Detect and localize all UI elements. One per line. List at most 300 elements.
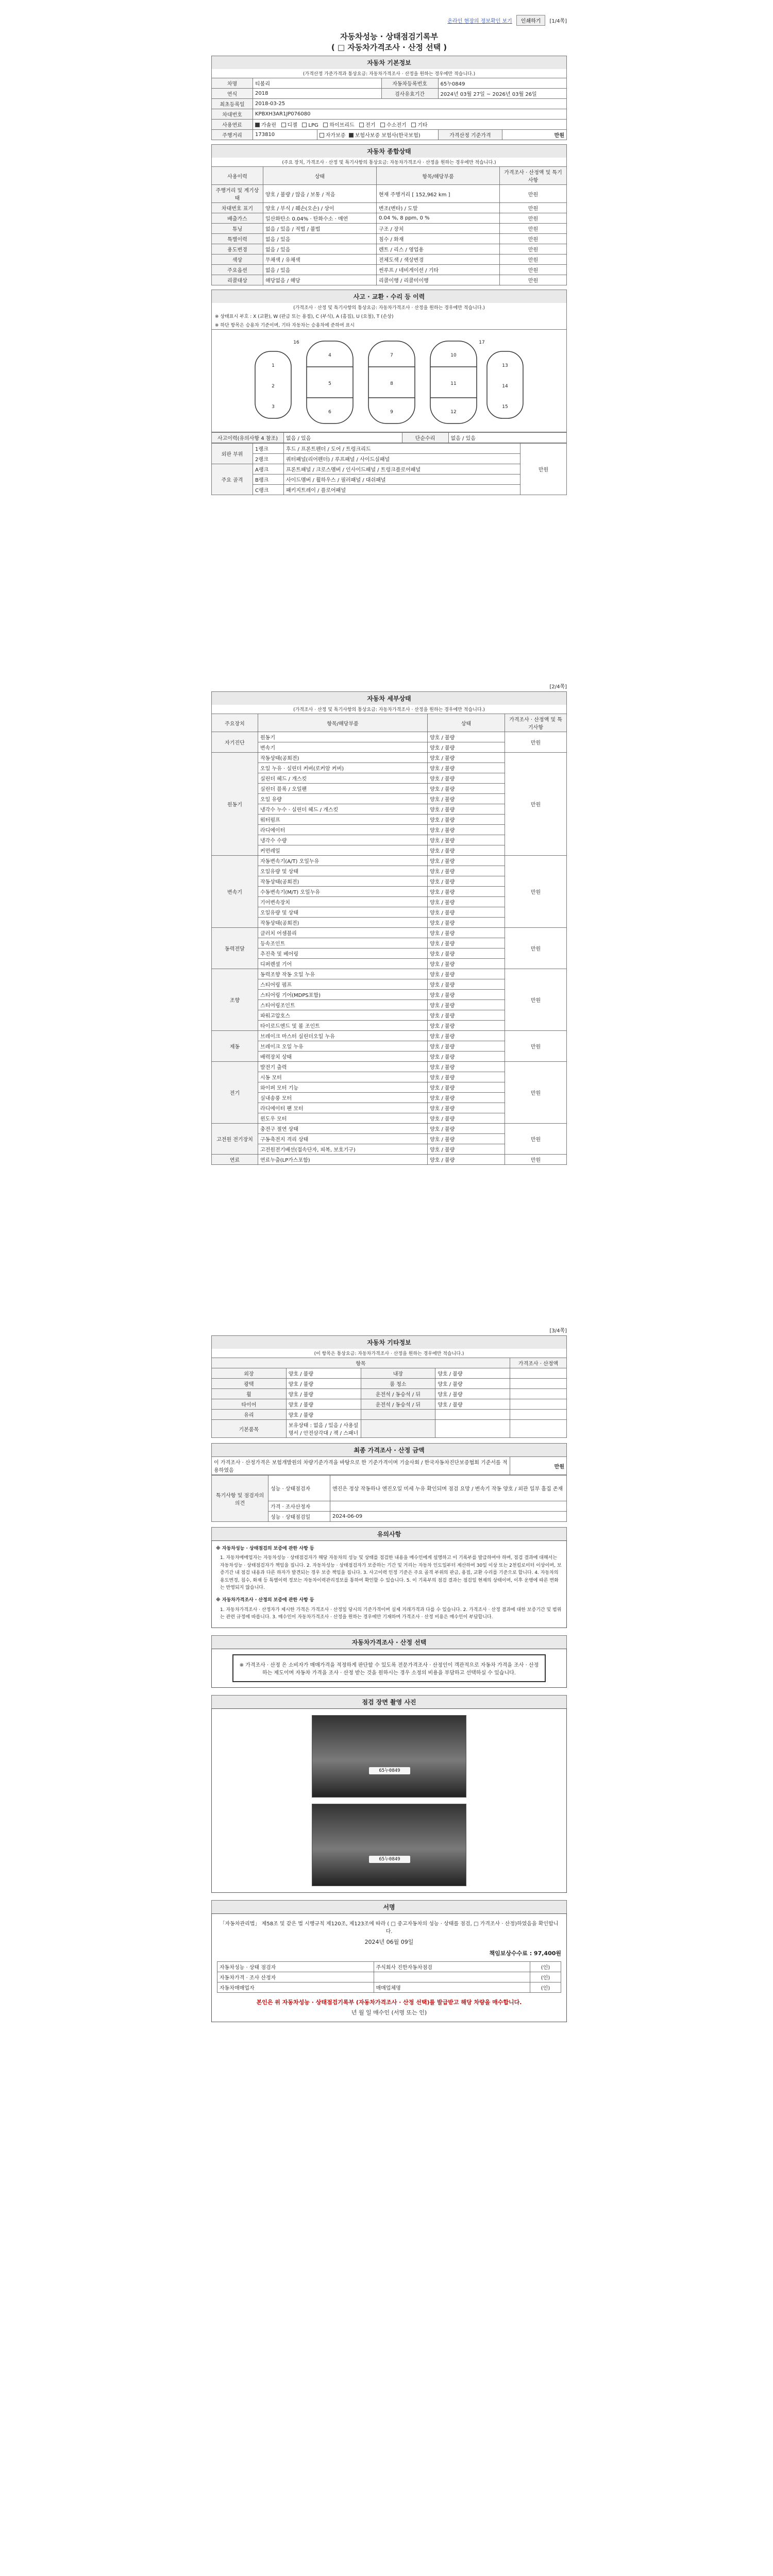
detail-item: 와이퍼 모터 기능 [258,1082,428,1093]
status-label: 색상 [212,255,263,265]
rank-table [211,443,567,495]
reg-value: 65누0849 [438,78,567,89]
signer-mark: (인) [530,1961,561,1972]
detail-item: 발전기 출력 [258,1062,428,1072]
year-value: 2018 [253,89,382,99]
status-options: 무채색 / 유채색 [263,255,377,265]
section-notice: 유의사항 [211,1527,567,1540]
notice-body: 1. 자동차매매업자는 자동차성능 · 상태점검자가 해당 자동차의 성능 및 상태를 점검한 내용을 매수인에게 설명하고 이 기록부를 발급하여야 하며, 점검 결과에 대해서는 자동차성능 · 상태점검자가 책임을 집니다. 2. 자동차성능 · 상태점검자가 보증하는 기간 및 거리는 자동차 인도일부터 계산하여 30일 이상 또는 2천킬로미터 이상이며, 보증기간 내 점검 내용과 다른 하자가 발견되는 경우 보증 책임을 집니다. 3. 사고이력 인정 기준은 주요 골격 부위의 판금, 용접, 교환 수리를 기준으로 합니다. 4. 자동차의 용도변경, 침수, 화재 등 특별이력 정보는 자동차이력관리정보를 통하여 확인할 수 있습니다. 5. 이 기록부의 점검 결과는 점검일 현재의 상태이며, 이후 운행에 따른 변화는 반영되지 않습니다. [220,1555,562,1590]
detail-group: 제동 [212,1031,258,1062]
status-row [212,244,567,255]
footer-sign-line: 년 월 일 매수인 (서명 또는 인) [351,2009,427,2016]
other-name: 광택 [212,1379,287,1389]
other-name: 유리 [212,1410,287,1420]
rank-name: A랭크 [253,464,284,474]
status-col: 항목/해당부품 [377,167,500,185]
other-name: 기본품목 [212,1420,287,1438]
status-options: 없음 / 있음 / 적법 / 불법 [263,224,377,234]
detail-status: 양호 / 불량 [428,918,505,928]
other-opts-2: 양호 / 불량 [435,1389,510,1399]
detail-item: 스티어링 펌프 [258,979,428,990]
status-label: 주요옵션 [212,265,263,275]
fuel-opt: 기타 [417,123,428,128]
section-accident-history: 사고 · 교환 · 수리 등 이력 [211,290,567,303]
car-name-value: 티볼리 [253,78,382,89]
detail-status: 양호 / 불량 [428,887,505,897]
detail-status: 양호 / 불량 [428,815,505,825]
status-detail: 리콜이행 / 리콜미이행 [377,275,500,285]
status-label: 용도변경 [212,244,263,255]
detail-status: 양호 / 불량 [428,959,505,969]
rank-parts: 프론트패널 / 크로스멤버 / 인사이드패널 / 트렁크플로어패널 [284,464,520,474]
other-table [211,1358,567,1438]
detail-unit: 만원 [505,1155,567,1165]
diagram-label: 15 [502,404,508,410]
detail-status: 양호 / 불량 [428,732,505,742]
detail-row [212,753,567,763]
document-title [211,31,567,53]
other-row [212,1389,567,1399]
detail-item: 동력조향 작동 오일 누유 [258,969,428,979]
rank-parts: 패키지트레이 / 플로어패널 [284,485,520,495]
detail-status: 양호 / 불량 [428,835,505,845]
notice-heading: ※ 자동차가격조사 · 산정의 보증에 관한 사항 등 [216,1598,314,1603]
status-label: 주행거리 및 계기상태 [212,185,263,203]
diagram-label: 8 [390,381,393,386]
special-key: 가격 · 조사산정자 [268,1501,330,1512]
vin-label: 차대번호 [212,109,253,120]
detail-item: 오일 유량 [258,794,428,804]
other-opts: 보유상태 : 없음 / 있음 / 사용설명서 / 안전삼각대 / 잭 / 스패너 [286,1420,361,1438]
period-label: 검사유효기간 [381,89,438,99]
detail-item: 오일 누유 · 실린더 커버(로커암 커버) [258,763,428,773]
accident-legend-2: ※ 하단 항목은 승용차 기준이며, 기타 자동차는 승용차에 준하여 표시 [211,320,567,329]
detail-row [212,969,567,979]
status-col: 가격조사 · 산정액 및 특기사항 [500,167,567,185]
checkbox-icon[interactable] [255,123,260,127]
detail-group: 자기진단 [212,732,258,753]
accident-note: (가격조사 · 산정 및 특기사항의 통상요금: 자동차가격조사 · 산정을 원하는 경우에만 적습니다.) [211,303,567,312]
status-unit: 만원 [500,203,567,213]
status-detail: 0.04 %, 8 ppm, 0 % [377,213,500,224]
status-col: 사용이력 [212,167,263,185]
page-number: [2/4쪽] [549,684,567,690]
other-opts-2 [435,1410,510,1420]
acc-history-value: 없음 / 있음 [284,433,402,443]
outer-label: 외판 부위 [212,444,253,464]
status-note: (주요 장치, 가격조사 · 산정 및 특기사항의 통상요금: 자동차가격조사 · 산정을 원하는 경우에만 적습니다.) [211,158,567,166]
detail-status: 양호 / 불량 [428,1072,505,1082]
detail-unit: 만원 [505,732,567,753]
reg-label: 자동차등록번호 [381,78,438,89]
special-value: 엔진은 정상 작동하나 엔진오일 미세 누유 확인되며 점검 요망 / 변속기 작동 양호 / 외관 일부 흠집 존재 [330,1476,567,1501]
other-row [212,1420,567,1438]
other-col: 항목 [212,1358,510,1368]
other-price [510,1379,567,1389]
other-opts-2: 양호 / 불량 [435,1379,510,1389]
fuel-label: 사용연료 [212,120,253,130]
other-name-2 [361,1420,435,1438]
checkbox-icon[interactable] [320,133,324,138]
detail-status: 양호 / 불량 [428,1103,505,1113]
sign-body: 「자동차관리법」 제58조 및 같은 법 시행규칙 제120조, 제123조에 따라 ( □ 중고자동차의 성능 · 상태를 점검, □ 가격조사 · 산정)하였음을 확인합니다. [220,1921,559,1935]
fee-label: 책임보상수수료 : 97,400원 [489,1950,561,1957]
sheet-page-1 [211,14,567,658]
detail-item: 구동축전지 격리 상태 [258,1134,428,1144]
detail-item: 등속조인트 [258,938,428,948]
year-label: 연식 [212,89,253,99]
detail-status: 양호 / 불량 [428,866,505,876]
detail-item: 스티어링 기어(MDPS포함) [258,990,428,1000]
detail-item: 실내송풍 모터 [258,1093,428,1103]
other-opts: 양호 / 불량 [286,1399,361,1410]
checkbox-icon[interactable] [281,123,286,127]
fuel-opt: 가솔린 [261,123,276,128]
detail-item: 자동변속기(A/T) 오일누유 [258,856,428,866]
page-number: [1/4쪽] [549,18,567,24]
status-options: 없음 / 있음 [263,234,377,244]
detail-unit: 만원 [505,1124,567,1155]
status-options: 양호 / 부식 / 훼손(오손) / 상이 [263,203,377,213]
final-price-unit: 만원 [510,1457,567,1475]
detail-item: 원동기 [258,732,428,742]
period-value: 2024년 03월 27일 ~ 2026년 03월 26일 [438,89,567,99]
diagram-label: 3 [272,404,275,410]
detail-status: 양호 / 불량 [428,1000,505,1010]
signer-rows [217,1961,561,1992]
checkbox-icon[interactable] [349,133,354,138]
detail-status: 양호 / 불량 [428,742,505,753]
detail-status: 양호 / 불량 [428,784,505,794]
status-label: 차대번호 표기 [212,203,263,213]
detail-unit: 만원 [505,969,567,1031]
detail-item: 브레이크 마스터 실린더오일 누유 [258,1031,428,1041]
other-opts: 양호 / 불량 [286,1389,361,1399]
signer-role: 자동차성능 · 상태 점검자 [217,1961,374,1972]
other-row [212,1368,567,1379]
detail-row [212,928,567,938]
accident-table [211,432,567,443]
detail-item: 배력장치 상태 [258,1052,428,1062]
accident-legend: ※ 상태표시 부호 : X (교환), W (판금 또는 용접), C (부식), A (흠집), U (요철), T (손상) [211,312,567,320]
rank-name: B랭크 [253,474,284,485]
detail-item: 실린더 블록 / 오일팬 [258,784,428,794]
diagram-label: 10 [450,353,457,358]
special-table [211,1475,567,1522]
section-other-info: 자동차 기타정보 [211,1335,567,1349]
detail-row [212,1155,567,1165]
detail-group: 원동기 [212,753,258,856]
detail-status: 양호 / 불량 [428,804,505,815]
fuel-opt: LPG [308,123,318,128]
other-opts: 양호 / 불량 [286,1410,361,1420]
status-options: 없음 / 있음 [263,244,377,255]
detail-item: 변속기 [258,742,428,753]
photo-frame [211,1708,567,1893]
fuel-opt: 디젤 [287,123,297,128]
diagram-label: 6 [328,410,331,415]
detail-item: 시동 모터 [258,1072,428,1082]
detail-item: 오일유량 및 상태 [258,866,428,876]
signer-row [217,1982,561,1992]
diagram-label: 11 [450,381,457,386]
detail-status: 양호 / 불량 [428,794,505,804]
mileage-label: 주행거리 [212,130,253,140]
license-plate: 65누0849 [369,1856,410,1863]
detail-status: 양호 / 불량 [428,753,505,763]
detail-status: 양호 / 불량 [428,969,505,979]
detail-item: 타이로드엔드 및 볼 조인트 [258,1021,428,1031]
detail-item: 수동변속기(M/T) 오일누유 [258,887,428,897]
choice-body: ※ 가격조사 · 산정 은 소비자가 매매가격을 적정하게 판단할 수 있도록 전문가격조사 · 산정인이 객관적으로 자동차 가격을 조사 · 산정하는 제도이며 자동차 가격을 조사 · 산정 받는 것을 원하시는 경우 소정의 비용을 부담하고 선택하실 수 있습니다. [232,1654,546,1682]
online-info-link[interactable]: 온라인 현장의 정보확인 보기 [447,18,512,24]
signer-row [217,1972,561,1982]
detail-status: 양호 / 불량 [428,897,505,907]
detail-status: 양호 / 불량 [428,876,505,887]
detail-status: 양호 / 불량 [428,928,505,938]
detail-item: 스티어링조인트 [258,1000,428,1010]
diagram-label: 12 [450,410,457,415]
title-line-1: 자동차성능 · 상태점검기록부 [340,32,439,41]
status-row [212,265,567,275]
other-opts-2: 양호 / 불량 [435,1368,510,1379]
special-key: 성능 · 상태점검자 [268,1476,330,1501]
acc-repair-label: 단순수리 [402,433,448,443]
detail-table [211,714,567,1165]
status-detail: 변조(변타) / 도말 [377,203,500,213]
detail-status: 양호 / 불량 [428,938,505,948]
other-name-2 [361,1410,435,1420]
detail-item: 충전구 절연 상태 [258,1124,428,1134]
special-value: 2024-06-09 [330,1512,567,1522]
signature-frame [211,1913,567,2022]
status-label: 리콜대상 [212,275,263,285]
detail-col: 가격조사 · 산정액 및 특기사항 [505,714,567,732]
signer-mark: (인) [530,1972,561,1982]
title-line-2: ( □ 자동차가격조사 · 산정 선택 ) [331,43,447,52]
warranty-opt: 보험사보증 보험사(한국보험) [355,133,421,139]
detail-item: 오일유량 및 상태 [258,907,428,918]
diagram-label: 1 [272,363,275,368]
first-reg-value: 2018-03-25 [253,99,567,109]
sign-date: 2024년 06월 09일 [364,1938,414,1945]
detail-status: 양호 / 불량 [428,1144,505,1155]
rank-parts: 사이드멤버 / 휠하우스 / 필러패널 / 대쉬패널 [284,474,520,485]
status-unit: 만원 [500,265,567,275]
section-photos: 점검 장면 촬영 사진 [211,1695,567,1708]
status-options: 일산화탄소 0.04% · 탄화수소 · 매연 [263,213,377,224]
checkbox-icon[interactable] [380,123,385,127]
signer-row [217,1961,561,1972]
detail-status: 양호 / 불량 [428,1021,505,1031]
detail-group: 연료 [212,1155,258,1165]
status-row [212,185,567,203]
status-unit: 만원 [500,255,567,265]
price-label: 가격산정 기준가격 [438,130,502,140]
detail-col: 상태 [428,714,505,732]
fuel-opt: 전기 [365,123,376,128]
detail-item: 워터펌프 [258,815,428,825]
price-unit: 만원 [502,130,567,140]
acc-history-label: 사고이력(유의사항 4 참조) [212,433,284,443]
special-key: 성능 · 상태점검일 [268,1512,330,1522]
detail-unit: 만원 [505,928,567,969]
final-price-table [211,1456,567,1475]
status-options: 없음 / 있음 [263,265,377,275]
status-label: 특별이력 [212,234,263,244]
detail-status: 양호 / 불량 [428,948,505,959]
detail-status: 양호 / 불량 [428,907,505,918]
detail-unit: 만원 [505,753,567,856]
signer-role: 자동차가격 · 조사 산정자 [217,1972,374,1982]
detail-item: 연료누출(LP가스포함) [258,1155,428,1165]
detail-rows [212,732,567,1165]
basic-info-note: (가격산정 가준가격과 통상요금: 자동차가격조사 · 산정을 원하는 경우에만 적습니다.) [211,69,567,78]
detail-status: 양호 / 불량 [428,1124,505,1134]
section-basic-info: 자동차 기본정보 [211,56,567,69]
detail-row [212,732,567,742]
detail-unit: 만원 [505,1062,567,1124]
diagram-label: 4 [328,353,331,358]
notice-body: 1. 자동차가격조사 · 산정자가 제시한 가격은 가격조사 · 산정일 당시의 기준가격이며 실제 거래가격과 다를 수 있습니다. 2. 가격조사 · 산정 결과에 대한 보증기간 및 범위는 관련 규정에 따릅니다. 3. 매수인이 자동차가격조사 · 산정을 원하는 경우에만 기재하며 가격조사 · 산정 비용은 매수인이 부담합니다. [220,1607,562,1620]
status-row [212,255,567,265]
choice-frame [211,1649,567,1688]
detail-item: 기어변속장치 [258,897,428,907]
status-table [211,166,567,285]
page-header [211,680,567,691]
fuel-opt: 수소전기 [386,123,407,128]
detail-item: 디퍼렌셜 기어 [258,959,428,969]
fuel-opt: 하이브리드 [329,123,355,128]
basic-info-table [211,78,567,140]
status-unit: 만원 [500,213,567,224]
notice-heading: ※ 자동차성능 · 상태점검의 보증에 관한 사항 등 [216,1546,314,1551]
checkbox-icon[interactable] [323,123,328,127]
detail-status: 양호 / 불량 [428,1052,505,1062]
checkbox-icon[interactable] [359,123,364,127]
other-col: 가격조사 · 산정액 [510,1358,567,1368]
status-label: 배출가스 [212,213,263,224]
status-col: 상태 [263,167,377,185]
detail-group: 전기 [212,1062,258,1124]
detail-status: 양호 / 불량 [428,1113,505,1124]
other-name-2: 내장 [361,1368,435,1379]
price-note: 이 가격조사 · 산정가격은 보험개발원의 차량기준가격을 바탕으로 한 기준가격이며 기술사회 / 한국자동차진단보증협회 기준서를 적용하였음 [212,1457,510,1475]
detail-col: 항목/해당부품 [258,714,428,732]
detail-item: 추진축 및 베어링 [258,948,428,959]
print-button[interactable]: 인쇄하기 [516,15,546,26]
detail-group: 변속기 [212,856,258,928]
detail-unit: 만원 [505,856,567,928]
status-unit: 만원 [500,275,567,285]
detail-note: (가격조사 · 산정 및 특기사항의 통상요금: 자동차가격조사 · 산정을 원하는 경우에만 적습니다.) [211,705,567,714]
status-row [212,234,567,244]
page-header [211,14,567,26]
section-final-price: 최종 가격조사 · 산정 금액 [211,1443,567,1456]
detail-item: 윈도우 모터 [258,1113,428,1124]
status-detail: 현재 주행거리 [ 152,962 km ] [377,185,500,203]
status-detail: 전체도색 / 색상변경 [377,255,500,265]
car-diagram [211,329,567,432]
license-plate: 65누0849 [369,1767,410,1774]
other-name-2: 운전석 / 동승석 / 뒤 [361,1399,435,1410]
diagram-label: 16 [293,340,299,345]
diagram-label: 2 [272,384,275,389]
signer-name [374,1972,530,1982]
warranty-opt: 자가보증 [325,133,346,139]
detail-status: 양호 / 불량 [428,1062,505,1072]
other-price [510,1368,567,1379]
status-unit: 만원 [500,234,567,244]
inspection-photo [312,1715,466,1798]
detail-col: 주요장치 [212,714,258,732]
detail-item: 커먼레일 [258,845,428,856]
status-row [212,213,567,224]
status-row [212,224,567,234]
detail-item: 브레이크 오일 누유 [258,1041,428,1052]
other-opts: 양호 / 불량 [286,1368,361,1379]
detail-status: 양호 / 불량 [428,1010,505,1021]
page-number: [3/4쪽] [549,1328,567,1334]
detail-status: 양호 / 불량 [428,1134,505,1144]
fuel-options [253,120,567,130]
status-options: 양호 / 불량 / 많음 / 보통 / 적음 [263,185,377,203]
other-opts: 양호 / 불량 [286,1379,361,1389]
signer-name: 매매업체명 [374,1982,530,1992]
status-unit: 만원 [500,244,567,255]
detail-item: 작동상태(공회전) [258,918,428,928]
detail-status: 양호 / 불량 [428,1031,505,1041]
car-outline-icon [245,336,533,429]
signer-mark: (인) [530,1982,561,1992]
detail-group: 고전원 전기장치 [212,1124,258,1155]
detail-status: 양호 / 불량 [428,1082,505,1093]
detail-row [212,1031,567,1041]
detail-item: 작동상태(공회전) [258,753,428,763]
footer-statement: 본인은 위 자동차성능 · 상태점검기록부 (자동차가격조사 · 산정 선택)를 발급받고 해당 차량을 매수합니다. [256,1998,522,2006]
special-value [330,1501,567,1512]
detail-row [212,856,567,866]
other-rows [212,1368,567,1438]
other-name-2: 룸 청소 [361,1379,435,1389]
detail-status: 양호 / 불량 [428,1155,505,1165]
detail-unit: 만원 [505,1031,567,1062]
checkbox-icon[interactable] [302,123,307,127]
other-price [510,1399,567,1410]
signer-table [217,1961,561,1993]
detail-status: 양호 / 불량 [428,773,505,784]
other-price [510,1389,567,1399]
rank-name: 2랭크 [253,454,284,464]
rank-name: C랭크 [253,485,284,495]
status-detail: 렌트 / 리스 / 영업용 [377,244,500,255]
detail-status: 양호 / 불량 [428,856,505,866]
status-rows [212,185,567,285]
signer-role: 자동차매매업자 [217,1982,374,1992]
mileage-value: 173810 [253,130,317,140]
detail-status: 양호 / 불량 [428,763,505,773]
status-unit: 만원 [500,185,567,203]
checkbox-icon[interactable] [411,123,416,127]
rank-unit: 만원 [520,444,567,495]
other-price [510,1420,567,1438]
detail-row [212,1124,567,1134]
section-overall-status: 자동차 종합상태 [211,144,567,158]
notice-box [211,1540,567,1628]
detail-group: 조향 [212,969,258,1031]
detail-status: 양호 / 불량 [428,845,505,856]
other-name: 타이어 [212,1399,287,1410]
